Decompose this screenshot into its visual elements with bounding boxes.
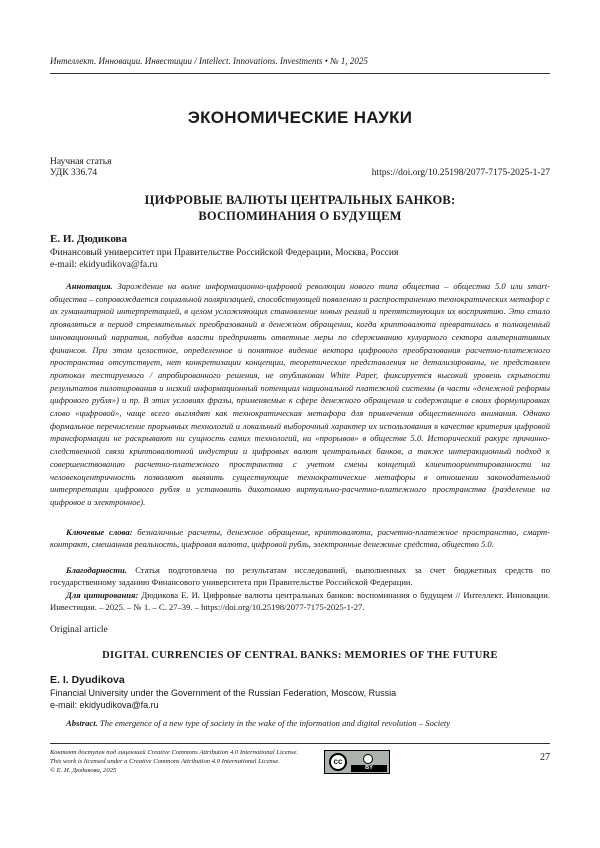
author-ru: Е. И. Дюдикова	[50, 233, 127, 245]
journal-page	[0, 0, 600, 848]
license-ru: Контент доступен под лицензией Creative Commons Attribution 4.0 International License.	[50, 748, 310, 757]
cc-by-license-icon[interactable]	[324, 750, 390, 774]
thanks-ru-text: Статья подготовлена по результатам исследований, выполненных за счет бюджетных средств по государственному заданию Финансового университета при Правительстве Российской Федерации.	[50, 565, 550, 587]
cite-ru-label: Для цитирования:	[66, 590, 138, 600]
section-title: ЭКОНОМИЧЕСКИЕ НАУКИ	[50, 108, 550, 128]
citation-ru	[50, 589, 550, 614]
abstract-ru	[50, 280, 550, 509]
page-number: 27	[540, 752, 550, 763]
cite-ru-text: Дюдикова Е. И. Цифровые валюты центральных банков: воспоминания о будущем // Интеллект. Инновации. Инвестиции. – 2025. – № 1. – С. 27–39. – https://doi.org/10.25198/2077-7175-2025-1-27.	[50, 590, 550, 612]
email-ru[interactable]: e-mail: ekidyudikova@fa.ru	[50, 260, 157, 270]
udc-code: УДК 336.74	[50, 168, 97, 178]
email-en[interactable]: e-mail: ekidyudikova@fa.ru	[50, 700, 159, 710]
by-attribution-icon	[351, 754, 387, 771]
affiliation-ru: Финансовый университет при Правительстве Российской Федерации, Москва, Россия	[50, 248, 398, 258]
article-type-en: Original article	[50, 625, 108, 635]
keywords-ru	[50, 526, 550, 551]
header-divider	[50, 73, 550, 74]
author-en: E. I. Dyudikova	[50, 674, 125, 686]
abstract-ru-label: Аннотация.	[66, 281, 113, 291]
copyright: © Е. И. Дюдикова, 2025	[50, 766, 310, 775]
article-title-ru	[50, 192, 550, 224]
doi-link[interactable]: https://doi.org/10.25198/2077-7175-2025-1-27	[372, 168, 550, 178]
thanks-ru-label: Благодарности.	[66, 565, 127, 575]
person-icon	[363, 754, 373, 764]
title-ru-line1: ЦИФРОВЫЕ ВАЛЮТЫ ЦЕНТРАЛЬНЫХ БАНКОВ:	[50, 192, 550, 208]
title-ru-line2: ВОСПОМИНАНИЯ О БУДУЩЕМ	[50, 208, 550, 224]
license-en: This work is licensed under a Creative Commons Attribution 4.0 International License.	[50, 757, 310, 766]
affiliation-en: Financial University under the Government of the Russian Federation, Moscow, Russia	[50, 688, 396, 698]
article-type-ru: Научная статья	[50, 157, 111, 167]
footer-divider	[50, 743, 550, 744]
license-notice	[50, 748, 310, 775]
keywords-ru-text: безналичные расчеты, денежное обращение, криптовалюта, расчетно-платежное пространство, смарт-контракт, смешанная реальность, цифровая валюта, цифровой рубль, электронные денежные средства, общество 5.0.	[50, 527, 550, 549]
abstract-ru-text: Зарождение на волне информационно-цифровой революции нового типа общества – общества 5.0 или smart-общества – сопровождается социальной поляризацией, способствующей появлению и распространению технократических метафор с их гуманитарной интерпретацией, в целом усложняющих становление новых реалий и препятствующих их восприятию. Это стало проявляться в период стремительных преобразований в денежном обращении, когда криптовалюта превратилась в полноценный инновационный нарратив, побудив власти предпринять ответные меры по сдерживанию кулуарного сектора альтернативных финансов. При этом целостное, определенное и понятное видение вектора цифрового преобразования расчетно-платежного пространства отсутствует, нет конкретизации концепции, теоретические представления не детализированы, не представлен протокол тестируемого / апробированного решения, не опубликован White Paper, фиксируется высокий уровень скрытости результатов пилотирования и низкий информационный потенциал национальной платежной системы (в части «денежной реформы цифрового рубля») и пр. В этих условиях фразы, применяемые к сфере денежного обращения и содержащие в своих формулировках слово «цифровой», чаще всего выглядят как технократическая метафора для привлечения общественного внимания. Однако формальное перечисление прорывных технологий и локальный выборочный характер их использования в качестве критерия цифровой трансформации не раскрывают ни сущность самих технологий, ни «прорывов» в обществе 5.0. Исторический ракурс причинно-следственной связи криптовалютной индустрии и цифровых валют центральных банков, а также интеракционный подход к совершенствованию расчетно-платежного пространства с учетом смены концепций клиентоориентированности на человекоцентричность позволяют выявить существующие технократические метафоры в отношении законодательной интерпретации цифрового рубля и установить дихотомию виртуально-расчетно-платежного пространства (разделение на цифровое и электронное).	[50, 281, 550, 507]
keywords-ru-label: Ключевые слова:	[66, 527, 133, 537]
abstract-en	[50, 718, 550, 728]
article-title-en: DIGITAL CURRENCIES OF CENTRAL BANKS: MEMORIES OF THE FUTURE	[50, 650, 550, 661]
acknowledgements-ru	[50, 564, 550, 589]
abstract-en-text: The emergence of a new type of society in the wake of the information and digital revolution – Society	[100, 718, 450, 728]
running-head: Интеллект. Инновации. Инвестиции / Intellect. Innovations. Investments • № 1, 2025	[50, 56, 550, 66]
abstract-en-label: Abstract.	[66, 718, 98, 728]
by-label: BY	[351, 765, 387, 772]
cc-logo-icon: cc	[329, 753, 347, 771]
